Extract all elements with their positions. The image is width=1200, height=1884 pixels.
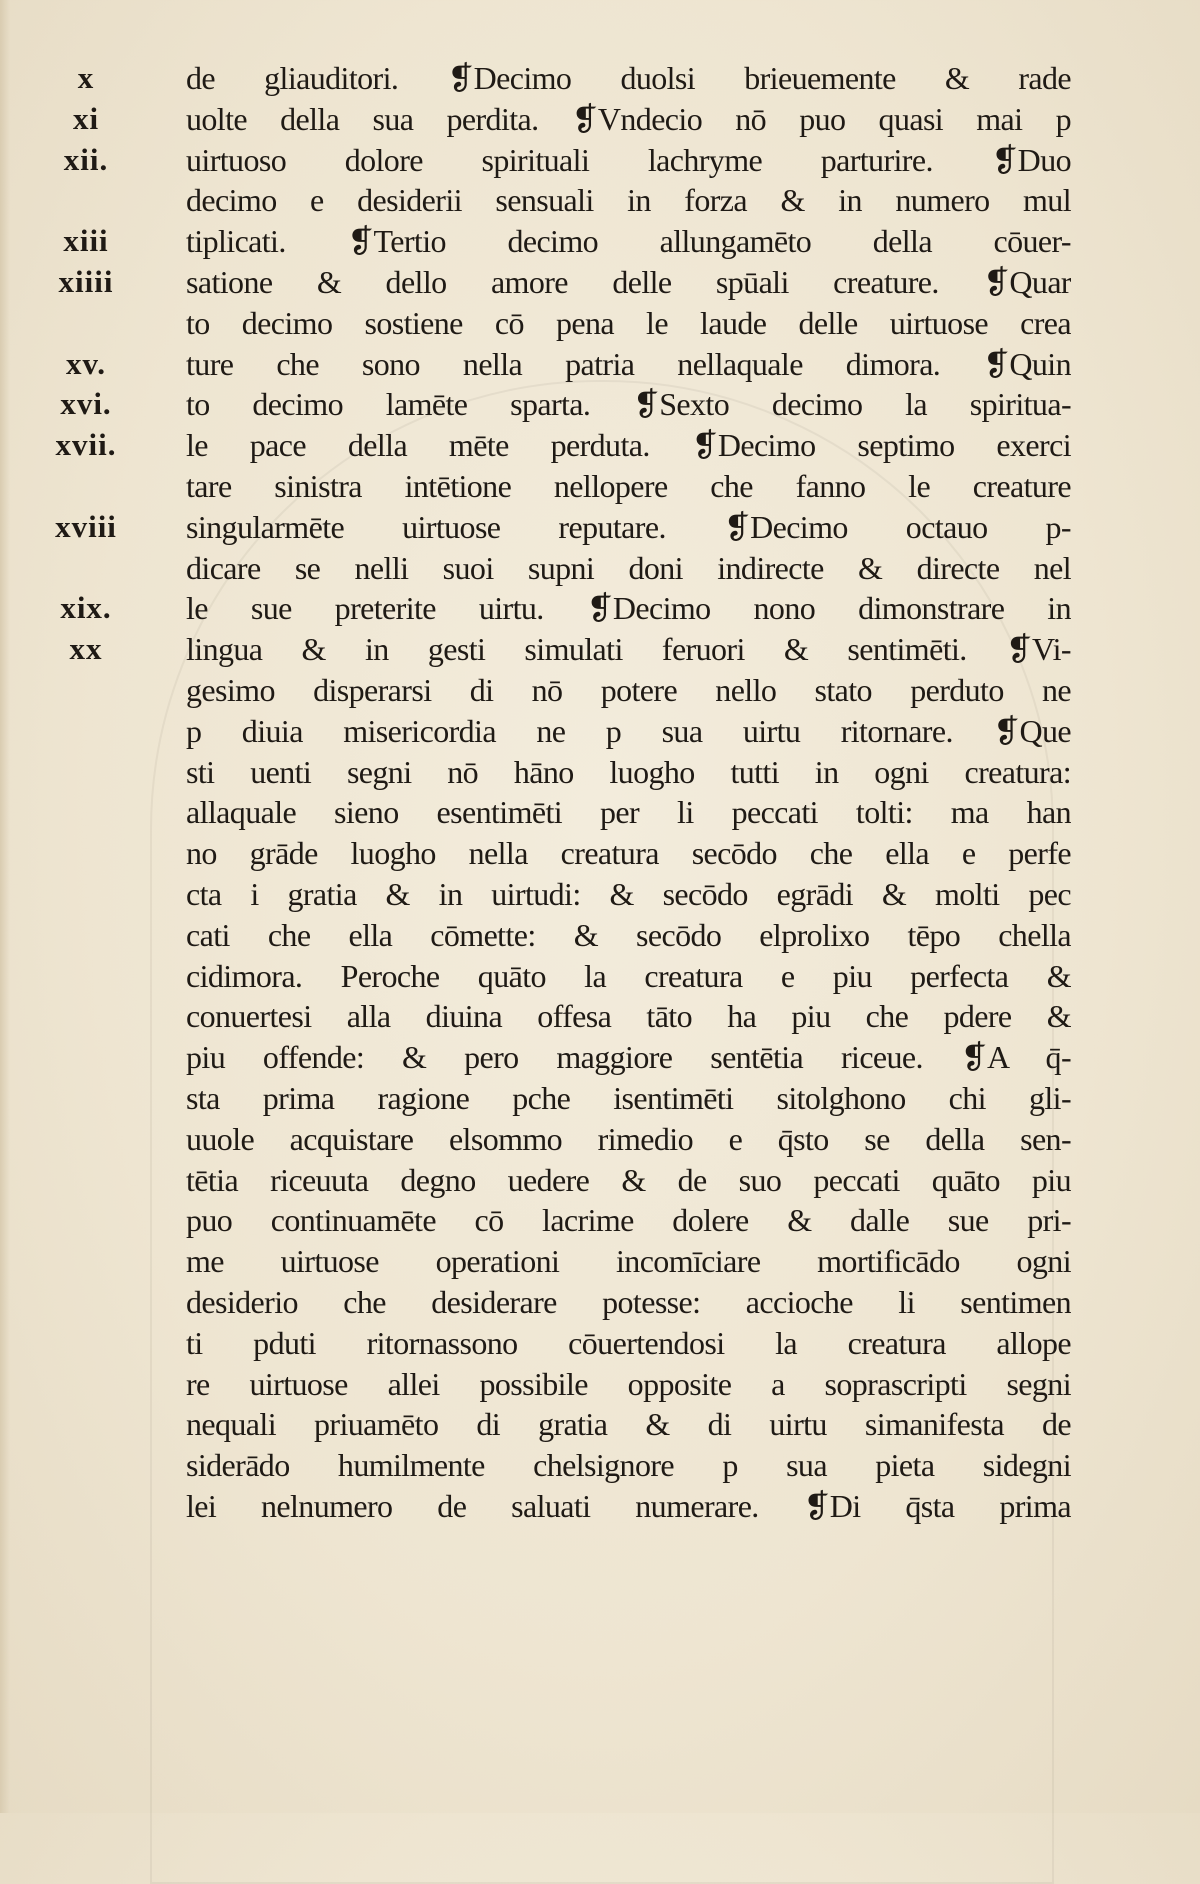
text-line [0, 1119, 1200, 1160]
text-line [0, 1200, 1200, 1241]
line-text: lei nelnumero de saluati numerare. ❡Di q̄sta prima [186, 1487, 1071, 1524]
line-text: tiplicati. ❡Tertio decimo allungamēto della cōuer- [186, 223, 1071, 260]
line-text: tētia riceuuta degno uedere & de suo peccati quāto piu [186, 1161, 1071, 1198]
text-line [0, 384, 1200, 425]
line-text: to decimo lamēte sparta. ❡Sexto decimo la spiritua- [186, 386, 1071, 423]
line-text: singularmēte uirtuose reputare. ❡Decimo octauo p- [186, 508, 1071, 545]
text-line [0, 99, 1200, 140]
margin-numeral: xii. [63, 141, 109, 177]
text-line [0, 1037, 1200, 1078]
text-line [0, 58, 1200, 99]
line-text: uuole acquistare elsommo rimedio e q̄sto se della sen- [186, 1120, 1071, 1157]
line-text: de gliauditori. ❡Decimo duolsi brieuemente & rade [186, 60, 1071, 96]
text-block [0, 58, 1200, 1527]
margin-numeral: xv. [65, 345, 107, 381]
line-text: re uirtuose allei possibile opposite a soprascripti segni [186, 1365, 1071, 1402]
text-line [0, 792, 1200, 833]
text-line [0, 425, 1200, 466]
text-line [0, 1078, 1200, 1119]
margin-numeral: xiiii [58, 263, 114, 299]
text-line [0, 833, 1200, 874]
margin-numeral: xviii [55, 508, 117, 544]
line-text: dicare se nelli suoi supni doni indirecte & directe nel [186, 549, 1071, 586]
line-text: siderādo humilmente chelsignore p sua pieta sidegni [186, 1447, 1071, 1484]
margin-numeral: xi [72, 100, 100, 136]
text-line [0, 221, 1200, 262]
line-text: piu offende: & pero maggiore sentētia riceue. ❡A q̄- [186, 1039, 1071, 1076]
line-text: satione & dello amore delle spūali creature. ❡Quar [186, 263, 1071, 300]
line-text: sta prima ragione pche isentimēti sitolghono chi gli- [186, 1079, 1071, 1116]
line-text: cidimora. Peroche quāto la creatura e piu perfecta & [186, 957, 1071, 994]
text-line [0, 915, 1200, 956]
margin-numeral: xix. [60, 590, 112, 626]
line-text: puo continuamēte cō lacrime dolere & dalle sue pri- [186, 1202, 1071, 1239]
margin-numeral: xvii. [55, 427, 117, 463]
text-line [0, 344, 1200, 385]
text-line [0, 1323, 1200, 1364]
text-line [0, 1241, 1200, 1282]
line-text: to decimo sostiene cō pena le laude delle uirtuose crea [186, 304, 1071, 341]
line-text: sti uenti segni nō hāno luogho tutti in ogni creatura: [186, 753, 1071, 790]
line-text: le sue preterite uirtu. ❡Decimo nono dimonstrare in [186, 590, 1071, 627]
margin-numeral: x [77, 60, 95, 95]
line-text: gesimo disperarsi di nō potere nello stato perduto ne [186, 671, 1071, 708]
text-line [0, 466, 1200, 507]
text-line [0, 507, 1200, 548]
line-text: me uirtuose operationi incomīciare mortificādo ogni [186, 1243, 1071, 1280]
text-line [0, 629, 1200, 670]
text-line [0, 752, 1200, 793]
text-line [0, 1282, 1200, 1323]
line-text: conuertesi alla diuina offesa tāto ha piu che pdere & [186, 998, 1071, 1035]
line-text: le pace della mēte perduta. ❡Decimo septimo exerci [186, 427, 1071, 464]
text-line [0, 548, 1200, 589]
line-text: lingua & in gesti simulati feruori & sentimēti. ❡Vi- [186, 631, 1071, 668]
margin-numeral: xx [69, 631, 103, 667]
line-text: p diuia misericordia ne p sua uirtu ritornare. ❡Que [186, 712, 1071, 749]
text-line [0, 303, 1200, 344]
line-text: cta i gratia & in uirtudi: & secōdo egrādi & molti pec [186, 875, 1071, 912]
line-text: tare sinistra intētione nellopere che fanno le creature [186, 467, 1071, 504]
text-line [0, 262, 1200, 303]
margin-numeral: xvi. [60, 386, 112, 422]
text-line [0, 670, 1200, 711]
line-text: nequali priuamēto di gratia & di uirtu simanifesta de [186, 1406, 1071, 1443]
text-line [0, 956, 1200, 997]
text-line [0, 1404, 1200, 1445]
text-line [0, 588, 1200, 629]
text-line [0, 874, 1200, 915]
line-text: cati che ella cōmette: & secōdo elprolixo tēpo chella [186, 916, 1071, 953]
text-line [0, 180, 1200, 221]
line-text: decimo e desiderii sensuali in forza & in numero mul [186, 182, 1071, 219]
line-text: ture che sono nella patria nellaquale dimora. ❡Quin [186, 345, 1071, 382]
text-line [0, 1364, 1200, 1405]
line-text: desiderio che desiderare potesse: accioche li sentimen [186, 1283, 1071, 1320]
text-line [0, 1445, 1200, 1486]
text-line [0, 1486, 1200, 1527]
margin-numeral: xiii [63, 223, 109, 259]
text-line [0, 1160, 1200, 1201]
line-text: ti pduti ritornassono cōuertendosi la creatura allope [186, 1324, 1071, 1361]
line-text: no grāde luogho nella creatura secōdo che ella e perfe [186, 835, 1071, 872]
text-line [0, 711, 1200, 752]
text-line [0, 140, 1200, 181]
line-text: uolte della sua perdita. ❡Vndecio nō puo quasi mai p [186, 100, 1071, 137]
line-text: uirtuoso dolore spirituali lachryme parturire. ❡Duo [186, 141, 1071, 178]
line-text: allaquale sieno esentimēti per li peccati tolti: ma han [186, 794, 1071, 831]
text-line [0, 996, 1200, 1037]
